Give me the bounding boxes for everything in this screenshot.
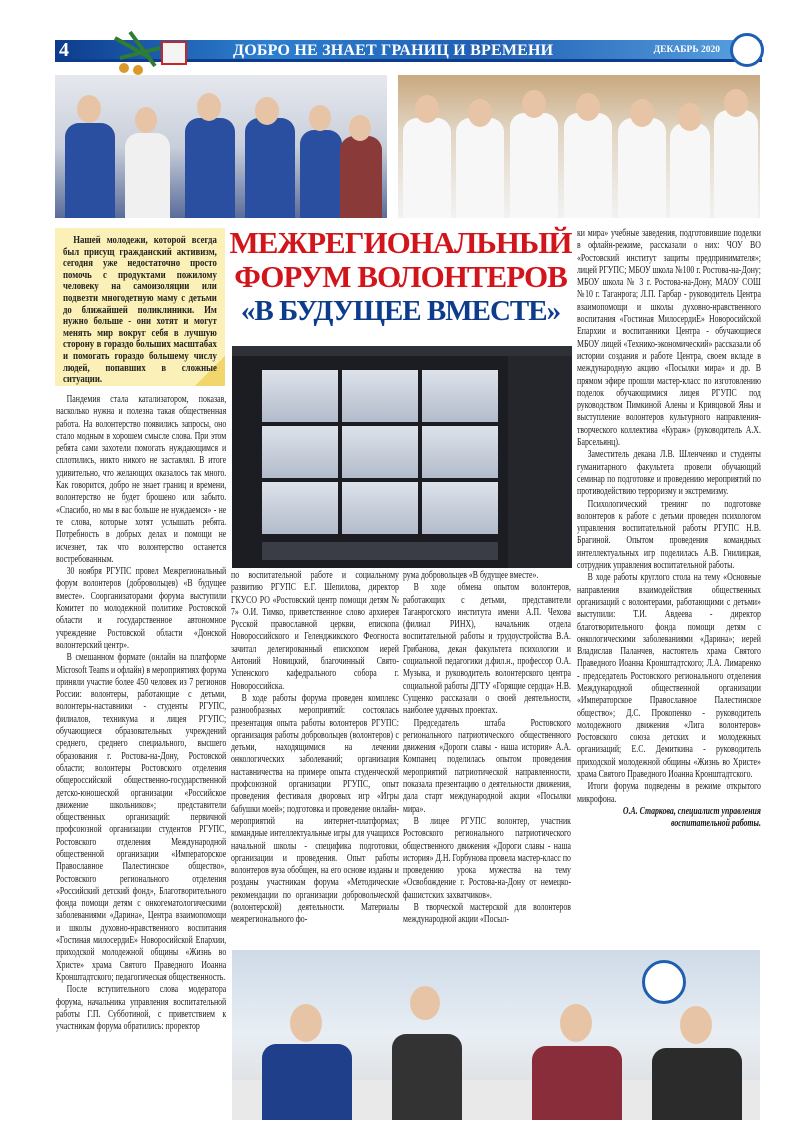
paragraph: В творческой мастерской для волонтеров международной акции «Посыл-: [403, 902, 571, 926]
paragraph: Заместитель декана Л.В. Шленченко и студенты гуманитарного факультета провели обучающий семинар по подготовке и проведению мероприятий по противодействию терроризму и экстремизму.: [577, 449, 761, 498]
page-number: 4: [59, 39, 69, 61]
title-line-3: «В БУДУЩЕЕ ВМЕСТЕ»: [240, 295, 561, 327]
paragraph: Психологический тренинг по подготовке волонтеров к работе с детьми проведен психологом управления воспитательной работы РГУПС Н.В. Брагиной. Опытом проведения командных интеллектуальных игр поделилась А.В. Гнилицкая, сотрудник управления воспитательной работы.: [577, 498, 761, 572]
section-title: ДОБРО НЕ ЗНАЕТ ГРАНИЦ И ВРЕМЕНИ: [233, 42, 554, 59]
article-title: [228, 226, 573, 328]
paragraph: Итоги форума подведены в режиме открытого микрофона.: [577, 781, 761, 805]
highlight-note: [55, 228, 225, 386]
title-line-2: ФОРУМ ВОЛОНТЕРОВ: [234, 259, 567, 294]
paragraph: После вступительного слова модератора форума, начальника управления воспитательной работы Г.П. Субботиной, с приветствием к участникам форума обратились: проректор: [56, 984, 227, 1033]
article-column-1: [56, 394, 226, 1033]
article-column-3: [403, 570, 571, 927]
rgups-logo: [730, 33, 764, 67]
video-conference-screenshot: [232, 346, 572, 568]
paragraph: В ходе работы форума проведен комплекс разнообразных мероприятий: состоялась презентация опыта работы волонтеров РГУПС: организация работы добровольцев (волонтеров) с детьми, находящимися на лечении онкологических заболеваний; организация наставничества на примере опыта студенческой профсоюзной организации РГУПС, опыт проведения фестиваля дворовых игр «Игры бабушки моей»; подготовка и проведение онлайн-мероприятий на интернет-платформах; командные интеллектуальные игры для учащихся начальной школы - специфика подготовки, организации и проведения. Опыт работы волонтеров вуза обобщен, на его основе изданы и розданы участникам форума «Методические рекомендации по организации добровольческой (волонтерской) деятельности. Материалы межрегионального фо-: [231, 692, 399, 926]
highlight-note-text: Нашей молодежи, которой всегда был присущ гражданский активизм, сегодня уже недостаточно просто помочь с продуктами пожилому человеку на самоизоляции или подвезти многодетную маму с детьми до ближайшей поликлиники. Им нужно больше - они хотят и могут менять мир вокруг себя в лучшую сторону в гораздо больших масштабах и помогать гораздо большему числу людей, попавших в сложные ситуации.: [63, 235, 217, 386]
paragraph: ки мира» учебные заведения, подготовившие поделки в офлайн-режиме, рассказали о них: ЧОУ ВО «Ростовский институт защиты предпринимателя»; лицей РГУПС; МБОУ школа №100 г. Ростова-на-Дону; МБОУ школа № 3 г. Ростова-на-Дону, МАОУ СОШ №10 г. Таганрога; Л.П. Гарбар - руководитель Центра взаимопомощи и школы духовно-нравственного воспитания «Гостиная МилосердиЕ» Новоросийской Епархии и воспитанники Центра - обучающиеся МБОУ лицей «Технико-экономический» рассказали об истории создания и работе Центра, своем вкладе в международную акцию «Посылки мира» и др. В прямом эфире прошли мастер-класс по изготовлению поделок обучающимися лицея РГУПС под руководством Пимкиной Алены и Кривцовой Яны и выступление волонтеров культурного направления-творческого коллектива «Кураж» (руководитель А.Х. Барсельянц).: [577, 228, 761, 449]
christmas-decoration-icon: [110, 28, 190, 76]
paragraph: В смешанном формате (онлайн на платформе Microsoft Teams и офлайн) в мероприятиях форума приняли участие более 450 человек из 7 регионов России: волонтеры, работающие с детьми, волонтеры-наставники - студенты РГУПС, филиалов, техникума и лицея РГУПС; обучающиеся образовательных учреждений среднего, среднего специального, высшего образования г. Ростова-на-Дону, Ростовской области; волонтеры Ростовского отделения общероссийской общественно-государственной детско-юношеской организации «Российское движение школьников»; представители общественных организаций: первичной профсоюзной организации студентов РГУПС, Ростовского отделения Международной общественной организации «Императорское Православное Палестинское общество», Ростовского регионального отделения «Российский детский фонд», Благотворительного фонда помощи детям с онкогематологическими заболеваниями «Дарина», Центра взаимопомощи и школы духовно-нравственного воспитания «Гостиная милосердиЕ» Новоросийской Епархии, приходской молодежной общины «Жизнь во Христе» храма Святого Праведного Иоанна Кронштадтского; педагогическая общественность.: [56, 652, 227, 983]
paragraph: по воспитательной работе и социальному развитию РГУПС Е.Г. Шепилова, директор ГКУСО РО «Ростовский центр помощи детям № 7» О.И. Тимко, приветственное слово архиерея Русской православной церкви, епископа Новороссийского и Геленджикского Феогноста зачитал делегированный епископом иерей Антоний Новицкий, благочинный Свято-Успенского кафедрального собора г. Новороссийска.: [231, 570, 399, 692]
volunteers-photo-left: [55, 75, 387, 218]
paragraph: В ходе обмена опытом волонтеров, работающих с детьми, представители Таганрогского института имени А.П. Чехова (филиал РИНХ), начальник отдела воспитательной работы и трудоустройства В.А. Грибанова, декан факультета психологии и социальной педагогики д.фил.н., профессор О.А. Музыка, и руководитель волонтерского центра социальной работы ДГТУ «Горящие сердца» Н.В. Сущенко рассказали о своей деятельности, наиболее удачных проектах.: [403, 582, 571, 717]
paragraph: Пандемия стала катализатором, показав, насколько нужна и полезна такая общественная работа. На волонтерство появились запросы, оно стало модным в хорошем смысле слова. При этом ребята сами захотели помогать нуждающимся и сплотились, никто никого не заставлял. В итоге удивительно, что желающих оказалось так много. Как говорится, добро не знает границ и времени, волонтерство не будет брошено или забыто. «Спасибо, но мы в вас больше не нуждаемся» - не те слова, которые хотят услышать ребята. Потребность в добрых делах и помощи не исчезнет, так что волонтерство останется востребованным.: [56, 394, 227, 565]
author-signature: О.А. Старкова, специалист управления воспитательной работы.: [622, 805, 761, 830]
volunteers-photo-right: [398, 75, 760, 218]
paragraph: 30 ноября РГУПС провел Межрегиональный форум волонтеров (добровольцев) «В будущее вместе». Соорганизаторами форума выступили Комитет по молодежной политике Ростовской области и государственное автономное учреждение Ростовской области «Донской волонтерский центр».: [56, 566, 227, 651]
paragraph: Председатель штаба Ростовского регионального патриотического общественного движения «Дороги славы - наша история» А.А. Компанец поделилась опытом проведения мероприятий патриотической направленности, показала презентацию о деятельности движения, дала старт международной акции «Посылки мира».: [403, 717, 571, 815]
article-column-2: [231, 570, 399, 927]
title-line-1: МЕЖРЕГИОНАЛЬНЫЙ: [229, 225, 572, 260]
paragraph: рума добровольцев «В будущее вместе».: [403, 570, 539, 581]
article-column-4: [577, 228, 761, 831]
round-table-photo: [232, 950, 760, 1120]
issue-date: ДЕКАБРЬ 2020: [653, 45, 720, 55]
paragraph: В ходе работы круглого стола на тему «Основные направления взаимодействия общественных организаций с волонтерами, работающими с детьми» выступили: Т.И. Авдеева - директор благотворительного фонда помощи детям с онкологическими заболеваниями «Дарина»; иерей Владислав Паланчев, настоятель храма Святого Праведного Иоанна Кронштадтского; Л.А. Лимаренко - председатель Ростовского регионального отделения Международной общественной организации «Императорское Православное Палестинское общество»; Д.С. Прокопенко - руководитель молодежного движения «Лига волонтеров» Ростовского союза детских и молодежных организаций; Е.С. Демиткина - руководитель приходской молодежной общины «Жизнь во Христе» храма Святого Праведного Иоанна Кронштадтского.: [577, 572, 761, 781]
paragraph: В лицее РГУПС волонтер, участник Ростовского регионального патриотического общественного движения «Дороги славы - наша история» Д.Н. Горбунова провела мастер-класс по проведению урока мужества на тему «Освобождение г. Ростова-на-Дону от немецко-фашистских захватчиков».: [403, 815, 571, 901]
